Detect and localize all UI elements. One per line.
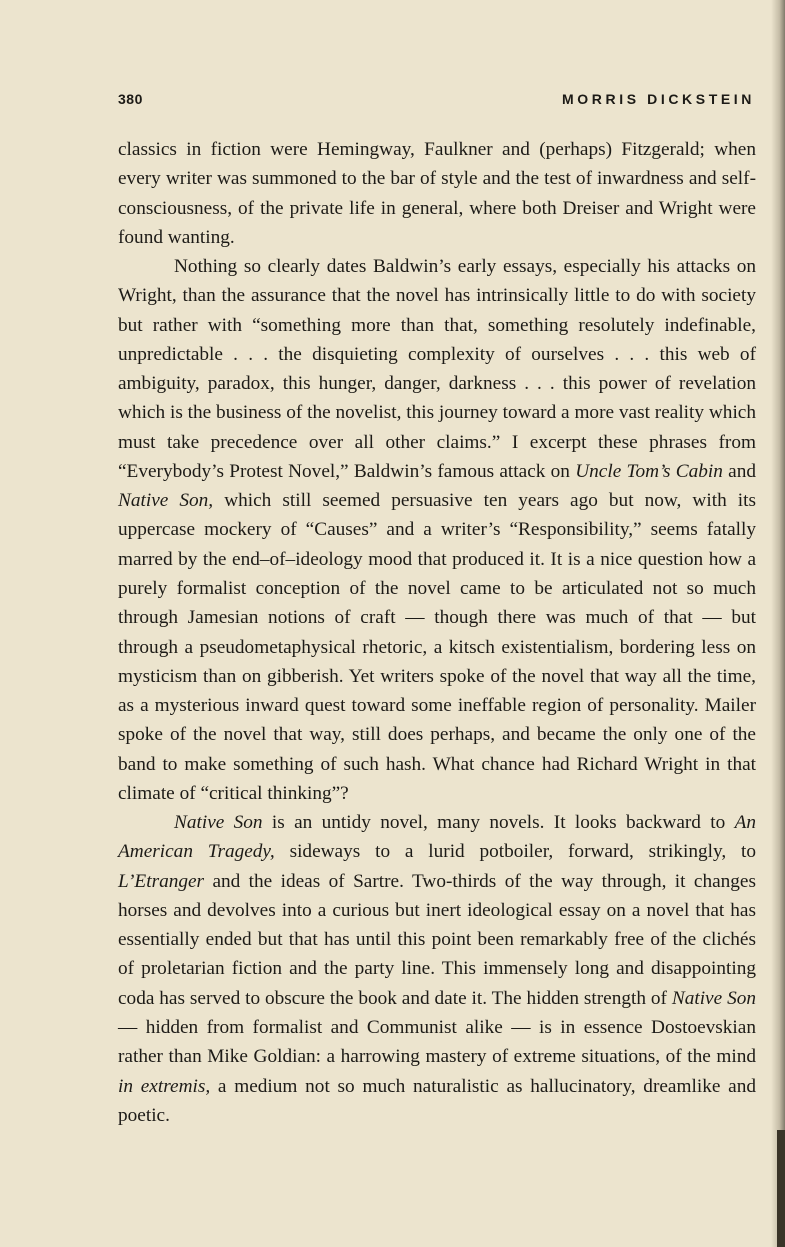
paragraph-continuation (118, 135, 756, 252)
text-run: and (722, 460, 756, 482)
text-run: — hidden from formalist and Communist alike — is in essence Dostoevskian rather than Mike Goldian: a harrowing mastery of extreme situations, of the mind (118, 1016, 756, 1068)
page-edge-dark (777, 1130, 785, 1247)
page-edge-shadow (771, 0, 785, 1247)
text-run: and the ideas of Sartre. Two-thirds of the way through, it changes horses and devolves into a curious but inert ideological essay on a novel that has essentially ended but that has until this point been remarkably free of the clichés of proletarian fiction and the party line. This immensely long and disappointing coda has served to obscure the book and date it. The hidden strength of (118, 870, 756, 1009)
italic-title: L’Etranger (118, 870, 205, 892)
text-run: is an untidy novel, many novels. It looks backward to (262, 812, 735, 834)
running-head (118, 91, 755, 111)
italic-title: Native Son, (118, 490, 214, 512)
paragraph-native-son (118, 808, 756, 1130)
text-run: a medium not so much naturalistic as hallucinatory, dreamlike and poetic. (118, 1075, 756, 1126)
page-number: 380 (118, 91, 143, 107)
italic-title: Native Son (671, 987, 756, 1009)
italic-title: Uncle Tom’s Cabin (575, 460, 723, 482)
italic-title: Native Son (174, 812, 263, 834)
text-run: which still seemed persuasive ten years ago but now, with its uppercase mockery of “Causes” and a writer’s “Responsibility,” seems fatally marred by the end–of–ideology mood that produced it. It is a nice question how a purely formalist conception of the novel came to be articulated not so much through Jamesian notions of craft — though there was much of that — but through a pseudometaphysical rhetoric, a kitsch existentialism, bordering less on mysticism than on gibberish. Yet writers spoke of the novel that way all the time, as a mysterious inward quest toward some ineffable region of personality. Mailer spoke of the novel that way, still does perhaps, and became the only one of the band to make something of such hash. What chance had Richard Wright in that climate of “critical thinking”? (118, 490, 756, 804)
italic-title: An American Tragedy, (118, 812, 756, 863)
paragraph-baldwin (118, 252, 756, 808)
text-run: classics in fiction were Hemingway, Faulkner and (perhaps) Fitzgerald; when every writer was summoned to the bar of style and the test of inwardness and self-consciousness, of the private life in general, where both Dreiser and Wright were found wanting. (118, 139, 756, 248)
text-run: Nothing so clearly dates Baldwin’s early essays, especially his attacks on Wright, than the assurance that the novel has intrinsically little to do with society but rather with “something more than that, something resolutely indefinable, unpredictable . . . the disquieting complexity of ourselves . . . this web of ambiguity, paradox, this hunger, danger, darkness . . . this power of revelation which is the business of the novelist, this journey toward a more vast reality which must take precedence over all other claims.” I excerpt these phrases from “Everybody’s Protest Novel,” Baldwin’s famous attack on (118, 256, 756, 482)
text-run: sideways to a lurid potboiler, forward, strikingly, to (274, 841, 756, 863)
body-text (118, 135, 756, 1130)
running-title: MORRIS DICKSTEIN (562, 91, 755, 107)
italic-phrase: in extremis, (118, 1075, 211, 1097)
